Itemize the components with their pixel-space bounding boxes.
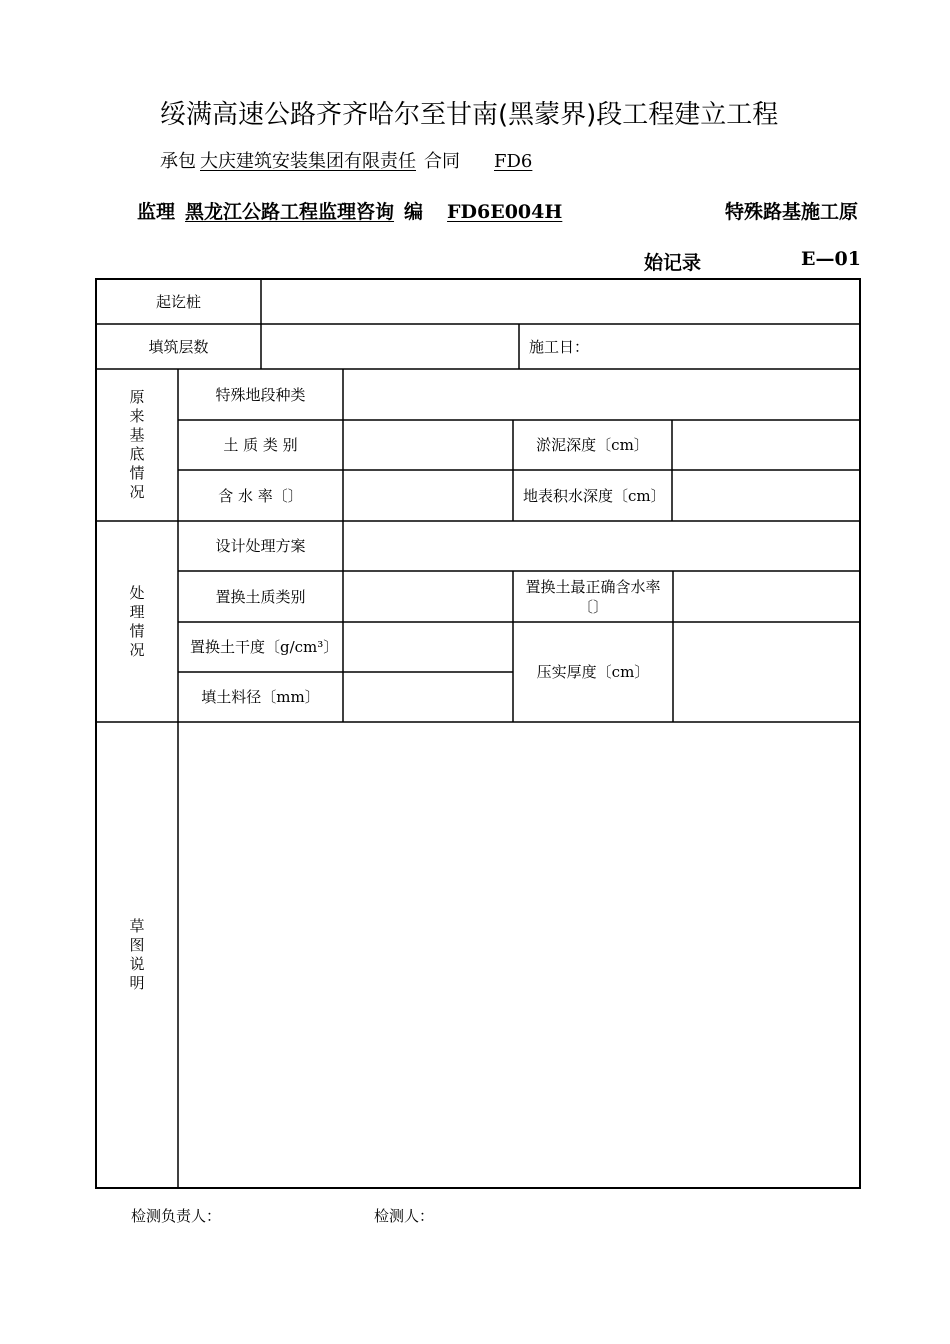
original-base-char: 底 — [129, 445, 145, 463]
silt-depth-label: 淤泥深度〔cm〕 — [536, 436, 649, 454]
original-base-char: 况 — [129, 483, 145, 501]
sketch-char: 图 — [129, 936, 145, 954]
treatment-char: 况 — [129, 640, 145, 659]
original-base-char: 基 — [129, 426, 145, 444]
fill-layers-label: 填筑层数 — [148, 337, 209, 356]
doc-title-part1: 特殊路基施工原 — [724, 201, 858, 223]
sketch-char: 说 — [129, 955, 145, 973]
inspector-label: 检测人： — [374, 1207, 435, 1225]
original-base-char: 情 — [129, 464, 145, 482]
contractor-name: 大庆建筑安装集团有限责任 — [200, 151, 416, 172]
number-value: FD6E004H — [447, 201, 563, 223]
supervisor-prefix: 监理 — [137, 201, 176, 223]
fill-particle-size-label: 填土料径〔mm〕 — [201, 688, 320, 706]
treatment-char: 处 — [129, 583, 145, 602]
construction-date-label: 施工日： — [529, 337, 590, 356]
sketch-group-label — [96, 722, 178, 1188]
sketch-area[interactable] — [179, 723, 859, 1187]
treatment-group-label — [96, 521, 178, 722]
surface-water-depth-label: 地表积水深度〔cm〕 — [523, 486, 666, 505]
water-content-label: 含 水 率〔〕 — [218, 486, 303, 505]
contractor-prefix: 承包 — [160, 151, 196, 172]
soil-type-label: 土 质 类 别 — [223, 436, 298, 454]
treatment-char: 情 — [129, 621, 145, 640]
optimal-moisture-label: 置换土最正确含水率〔〕 — [525, 577, 661, 616]
contract-number: FD6 — [494, 151, 533, 172]
stake-label: 起讫桩 — [155, 292, 201, 311]
supervisor-name: 黑龙江公路工程监理咨询 — [185, 201, 395, 223]
number-label: 编 — [404, 201, 424, 223]
replacement-dry-density-label: 置换土干度〔g/cm³〕 — [190, 638, 339, 656]
original-base-char: 原 — [129, 388, 145, 406]
doc-title-part2: 始记录 — [644, 252, 702, 274]
special-section-type-label: 特殊地段种类 — [215, 385, 306, 404]
design-plan-label: 设计处理方案 — [215, 537, 306, 555]
document-title: 绥满高速公路齐齐哈尔至甘南(黑蒙界)段工程建立工程 — [160, 100, 779, 130]
inspection-lead-label: 检测负责人： — [131, 1207, 222, 1225]
contract-label: 合同 — [424, 151, 460, 172]
stake-value[interactable] — [262, 280, 859, 323]
sketch-char: 明 — [129, 974, 145, 992]
replacement-soil-type-label: 置换土质类别 — [215, 587, 306, 606]
original-base-char: 来 — [129, 407, 145, 425]
sketch-char: 草 — [129, 917, 145, 935]
treatment-char: 理 — [129, 602, 145, 621]
fill-layers-value[interactable] — [262, 325, 518, 368]
original-base-group-label — [96, 369, 178, 521]
form-code: E—01 — [801, 248, 861, 270]
compaction-thickness-label: 压实厚度〔cm〕 — [536, 663, 650, 681]
